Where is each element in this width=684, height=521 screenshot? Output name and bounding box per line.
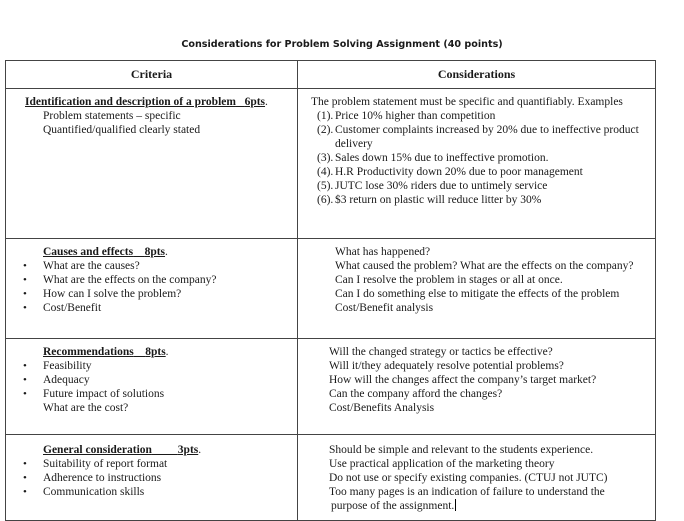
- criteria-heading: Identification and description of a problem 6pts.: [25, 96, 268, 108]
- list-item: • Communication skills: [6, 485, 297, 499]
- criteria-heading-text: General consideration: [43, 444, 152, 456]
- criteria-bullets: [6, 457, 297, 499]
- consideration-line: How will the changes affect the company’s target market?: [329, 374, 597, 386]
- criteria-cell: [6, 89, 298, 239]
- consideration-line: Use practical application of the marketing theory: [329, 458, 555, 470]
- table-row: [6, 239, 656, 339]
- examples-list: [311, 109, 655, 207]
- list-item: • How can I solve the problem?: [6, 287, 297, 301]
- criteria-line: Problem statements – specific: [43, 110, 181, 122]
- criteria-points: 6pts: [244, 96, 266, 108]
- criteria-points: 3pts: [177, 444, 199, 456]
- consideration-line: Can I resolve the problem in stages or all at once.: [335, 274, 563, 286]
- considerations-cell: [298, 89, 656, 239]
- criteria-bullets: [6, 259, 297, 315]
- consideration-line: Can I do something else to mitigate the effects of the problem: [335, 288, 620, 300]
- list-item: • What are the effects on the company?: [6, 273, 297, 287]
- considerations-cell: [298, 435, 656, 521]
- criteria-points: 8pts: [144, 246, 166, 258]
- list-item: • Cost/Benefit: [6, 301, 297, 315]
- list-item: (2). Customer complaints increased by 20% due to ineffective product delivery: [317, 124, 639, 150]
- consideration-line: Will it/they adequately resolve potential problems?: [329, 360, 564, 372]
- table-header-row: [6, 61, 656, 89]
- criteria-line: Quantified/qualified clearly stated: [43, 124, 201, 136]
- text-cursor: [455, 499, 456, 511]
- consideration-line: Can the company afford the changes?: [329, 388, 503, 400]
- consideration-line: Cost/Benefit analysis: [335, 302, 434, 314]
- list-item: • Adherence to instructions: [6, 471, 297, 485]
- list-item: • Adequacy: [6, 373, 297, 387]
- criteria-heading: Causes and effects 8pts.: [43, 246, 168, 258]
- consideration-line: Too many pages is an indication of failure to understand the: [329, 486, 605, 498]
- consideration-line: Do not use or specify existing companies. (CTUJ not JUTC): [329, 472, 608, 484]
- consideration-line: What caused the problem? What are the effects on the company?: [335, 260, 634, 272]
- list-item: (3). Sales down 15% due to ineffective promotion.: [317, 152, 549, 164]
- criteria-bullets: [6, 359, 297, 401]
- criteria-points: 8pts: [145, 346, 166, 358]
- criteria-heading: General consideration 3pts.: [43, 444, 202, 456]
- considerations-table: [5, 60, 656, 521]
- considerations-header: Considerations: [298, 61, 656, 89]
- consideration-line: Should be simple and relevant to the students experience.: [329, 444, 594, 456]
- list-item: (5). JUTC lose 30% riders due to untimely service: [317, 180, 548, 192]
- criteria-cell: [6, 435, 298, 521]
- table-row: [6, 89, 656, 239]
- consideration-line: What has happened?: [335, 246, 431, 258]
- criteria-header: Criteria: [6, 61, 298, 89]
- criteria-line: What are the cost?: [43, 402, 129, 414]
- consideration-line: Will the changed strategy or tactics be effective?: [329, 346, 553, 358]
- list-item: (4). H.R Productivity down 20% due to poor management: [317, 166, 583, 178]
- list-item: (1). Price 10% higher than competition: [317, 110, 496, 122]
- criteria-cell: [6, 339, 298, 435]
- table-row: [6, 339, 656, 435]
- list-item: • Future impact of solutions: [6, 387, 297, 401]
- list-item: • Suitability of report format: [6, 457, 297, 471]
- table-row: [6, 435, 656, 521]
- list-item: (6). $3 return on plastic will reduce litter by 30%: [317, 194, 542, 206]
- considerations-intro: The problem statement must be specific and quantifiably. Examples: [311, 96, 623, 108]
- consideration-line: purpose of the assignment.: [331, 500, 455, 512]
- considerations-cell: [298, 239, 656, 339]
- criteria-heading-text: Identification and description of a problem: [25, 96, 236, 108]
- criteria-heading: Recommendations 8pts.: [43, 346, 169, 358]
- document-title: Considerations for Problem Solving Assignment (40 points): [181, 39, 503, 50]
- criteria-heading-text: Recommendations: [43, 346, 134, 358]
- considerations-cell: [298, 339, 656, 435]
- consideration-line: Cost/Benefits Analysis: [329, 402, 435, 414]
- list-item: • Feasibility: [6, 359, 297, 373]
- criteria-heading-text: Causes and effects: [43, 246, 134, 258]
- list-item: • What are the causes?: [6, 259, 297, 273]
- criteria-cell: [6, 239, 298, 339]
